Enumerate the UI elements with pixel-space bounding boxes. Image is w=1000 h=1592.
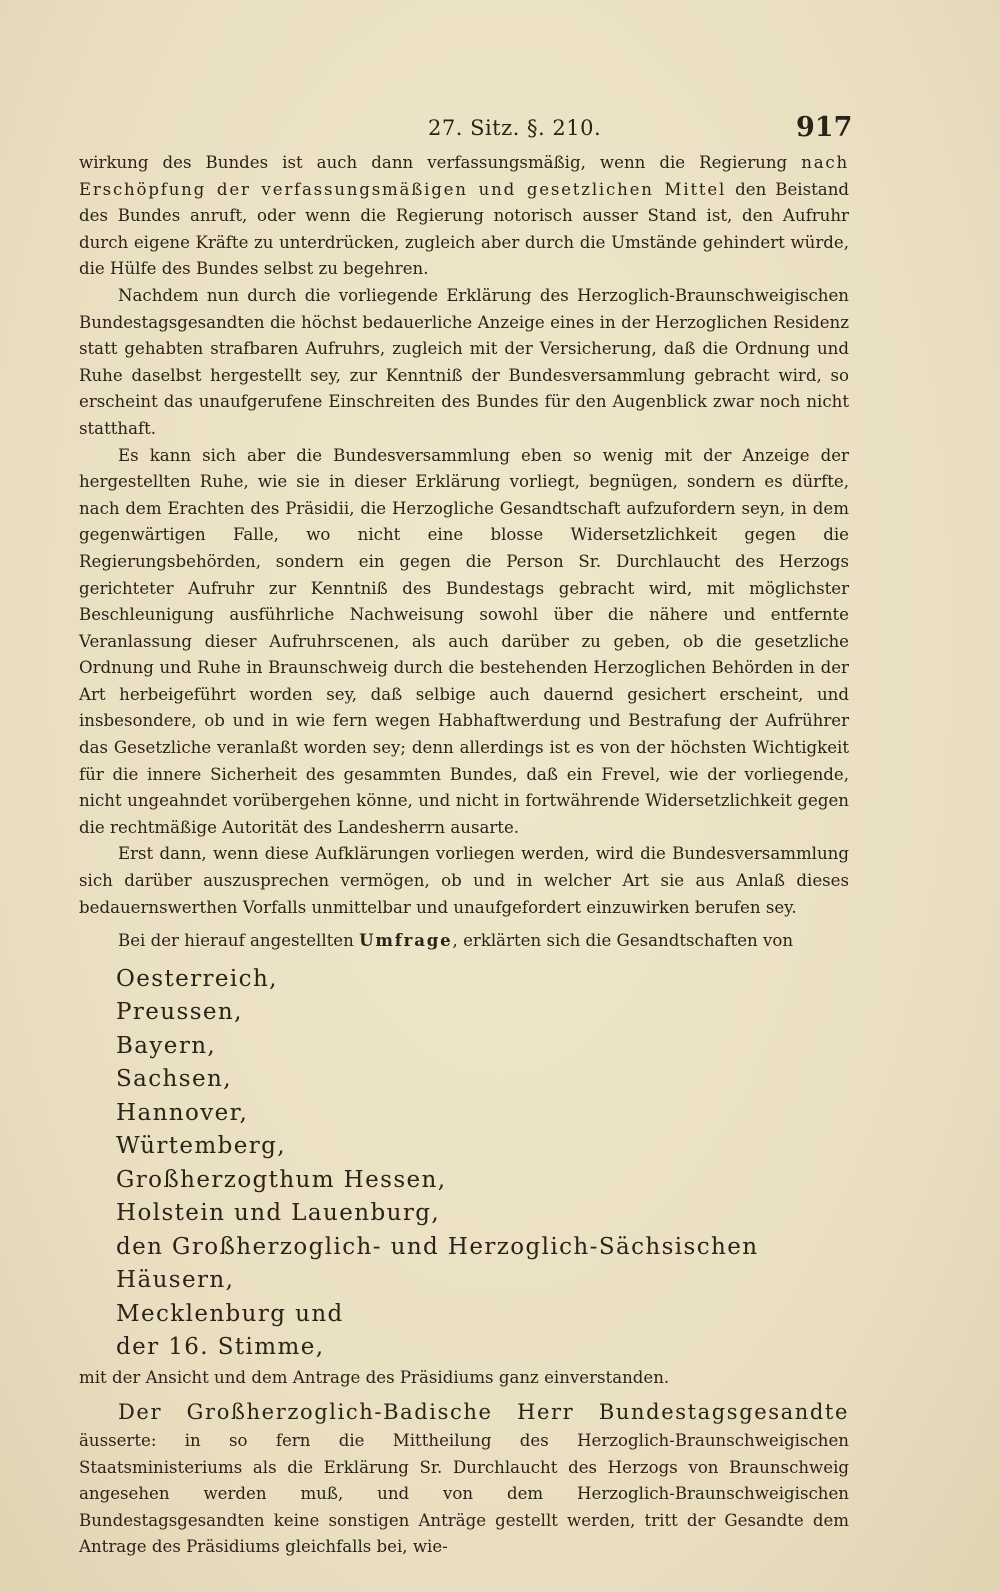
paragraph-text: , erklärten sich die Gesandtschaften von [452,931,794,951]
page-body [79,150,849,1561]
running-head: 27. Sitz. §. 210. [428,116,602,140]
paragraph-clarifications: Erst dann, wenn diese Aufklärungen vorliegen werden, wird die Bundesversammlung sich darüber auszusprechen vermögen, ob und in welcher Art sie aus Anlaß dieses bedauernswerthen Vorfalls unmittelbar und unaufgefordert einzuwirken berufen sey. [79,844,849,917]
list-item: den Großherzoglich- und Herzoglich-Sächsischen Häusern, [116,1233,759,1294]
list-item: Bayern, [116,1032,217,1059]
paragraph-text: wirkung des Bundes ist auch dann verfassungsmäßig, wenn die Regierung [79,153,802,172]
list-item: Mecklenburg und [116,1300,344,1327]
list-item: Preussen, [116,999,243,1026]
page-header [0,112,1000,152]
paragraph-text: den Beistand des Bundes anruft, oder wenn die Regierung notorisch ausser Stand ist, den Aufruhr durch eigene Kräfte zu unterdrücken, zugleich aber durch die Umstände gehindert würde, die Hülfe des Bundes selbst zu begehren. [79,179,850,279]
list-item: Hannover, [116,1099,249,1126]
list-item: Würtemberg, [116,1133,286,1160]
paragraph-constitutional-assistance [79,150,849,283]
paragraph-presidium-opinion: Es kann sich aber die Bundesversammlung eben so wenig mit der Anzeige der hergestellten Ruhe, wie sie in dieser Erklärung vorliegt, begnügen, sondern es dürfte, nach dem Erachten des Präsidii, die Herzogliche Gesandtschaft aufzufordern seyn, in dem gegenwärtigen Falle, wo nicht eine blosse Widersetzlichkeit gegen die Regierungsbehörden, sondern ein gegen die Person Sr. Durchlaucht des Herzogs gerichteter Aufruhr zur Kenntniß des Bundestags gebracht wird, mit möglichster Beschleunigung ausführliche Nachweisung sowohl über die nähere und entfernte Veranlassung dieser Aufruhrscenen, als auch darüber zu geben, ob die gesetzliche Ordnung und Ruhe in Braunschweig durch die bestehenden Herzoglichen Behörden in der Art herbeigeführt worden sey, daß selbige auch dauernd gesichert erscheint, und insbesondere, ob und in wie fern wegen Habhaftwerdung und Bestrafung der Aufrührer das Gesetzliche veranlaßt worden sey; denn allerdings ist es von der höchsten Wichtigkeit für die innere Sicherheit des gesammten Bundes, daß ein Frevel, wie der vorliegende, nicht ungeahndet vorübergehen könne, und nicht in fortwährende Widersetzlichkeit gegen die rechtmäßige Autorität des Landesherrn ausarte. [79,445,849,837]
list-item: Holstein und Lauenburg, [116,1200,441,1227]
paragraph-declaration: Nachdem nun durch die vorliegende Erklärung des Herzoglich-Braunschweigischen Bundestagsgesandten die höchst bedauerliche Anzeige eines in der Herzoglichen Residenz statt gehabten strafbaren Aufruhrs, zugleich mit der Versicherung, daß die Ordnung und Ruhe daselbst hergestellt sey, zur Kenntniß der Bundesversammlung gebracht wird, so erscheint das unaufgerufene Einschreiten des Bundes für den Augenblick zwar noch nicht statthaft. [79,285,849,438]
speaker-title: Der Großherzoglich-Badische Herr Bundestagsgesandte [118,1400,849,1425]
list-item: Sachsen, [116,1066,232,1093]
paragraph-text: Bei der hierauf angestellten [118,931,360,951]
emphasized-phrase: nach Erschöpfung der verfassungsmäßigen und gesetzlichen Mittel [79,153,849,199]
paragraph-baden-statement [79,1399,849,1561]
paragraph-survey-intro [79,927,849,955]
states-list [79,963,849,1365]
paragraph-agreement: mit der Ansicht und dem Antrage des Präsidiums ganz einverstanden. [79,1367,670,1387]
emphasized-word-umfrage: Umfrage [359,930,453,951]
page-number: 917 [796,112,853,143]
list-item: der 16. Stimme, [116,1334,325,1361]
list-item: Oesterreich, [116,965,278,992]
paragraph-text: äusserte: in so fern die Mittheilung des Herzoglich-Braunschweigischen Staatsministeriums als die Erklärung Sr. Durchlaucht des Herzogs von Braunschweig angesehen werden muß, und von dem Herzoglich-Braunschweigischen Bundestagsgesandten keine sonstigen Anträge gestellt werden, tritt der Gesandte dem Antrage des Präsidiums gleichfalls bei, wie- [79,1431,849,1557]
list-item: Großherzogthum Hessen, [116,1166,447,1193]
